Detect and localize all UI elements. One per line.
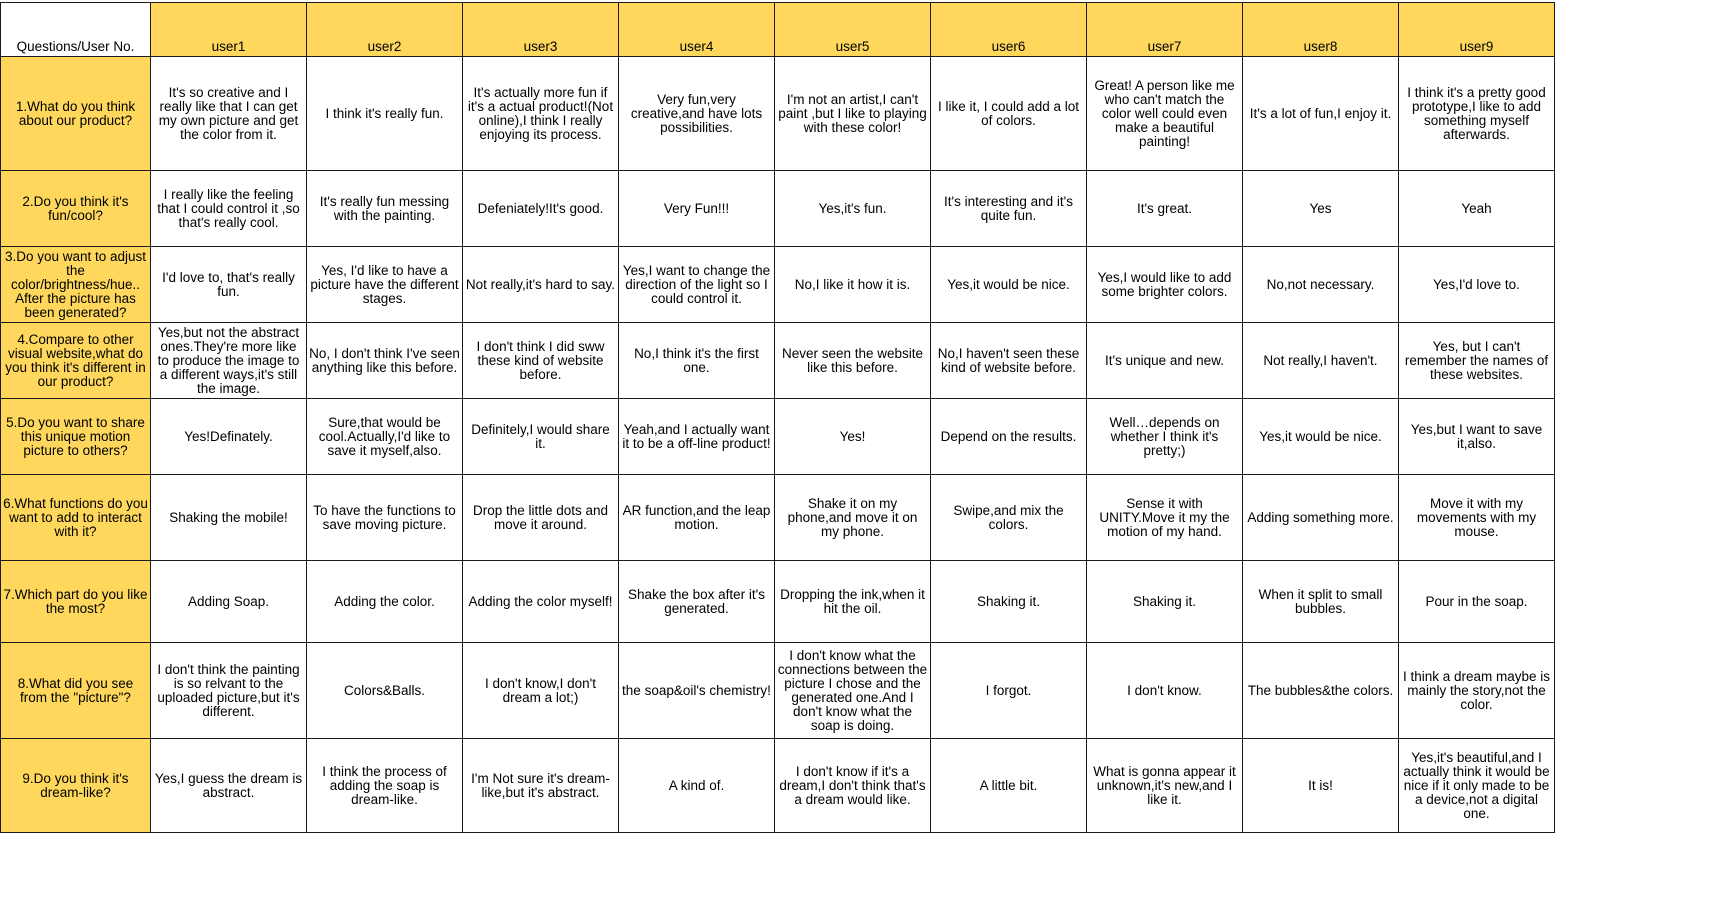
answer-cell[interactable]: It's a lot of fun,I enjoy it.	[1243, 57, 1399, 171]
answer-cell[interactable]: Yes,I guess the dream is abstract.	[151, 739, 307, 833]
answer-cell[interactable]: Yes,it's fun.	[775, 171, 931, 247]
answer-cell[interactable]: Dropping the ink,when it hit the oil.	[775, 561, 931, 643]
answer-cell[interactable]: Not really,it's hard to say.	[463, 247, 619, 323]
answer-cell[interactable]: No,I haven't seen these kind of website before.	[931, 323, 1087, 399]
user-header-cell[interactable]: user2	[307, 3, 463, 57]
answer-cell[interactable]: Adding the color myself!	[463, 561, 619, 643]
answer-cell[interactable]: Yeah	[1399, 171, 1555, 247]
answer-cell[interactable]: Not really,I haven't.	[1243, 323, 1399, 399]
user-header-cell[interactable]: user1	[151, 3, 307, 57]
answer-cell[interactable]: What is gonna appear it unknown,it's new,and I like it.	[1087, 739, 1243, 833]
question-cell[interactable]: 9.Do you think it's dream-like?	[1, 739, 151, 833]
question-cell[interactable]: 1.What do you think about our product?	[1, 57, 151, 171]
answer-cell[interactable]: Colors&Balls.	[307, 643, 463, 739]
table-row	[1, 171, 1555, 247]
corner-header-cell[interactable]: Questions/User No.	[1, 3, 151, 57]
answer-cell[interactable]: Yes,but I want to save it,also.	[1399, 399, 1555, 475]
answer-cell[interactable]: Great! A person like me who can't match the color well could even make a beautiful painting!	[1087, 57, 1243, 171]
question-cell[interactable]: 7.Which part do you like the most?	[1, 561, 151, 643]
answer-cell[interactable]: It's so creative and I really like that I can get my own picture and get the color from it.	[151, 57, 307, 171]
answer-cell[interactable]: Depend on the results.	[931, 399, 1087, 475]
answer-cell[interactable]: Drop the little dots and move it around.	[463, 475, 619, 561]
answer-cell[interactable]: It's interesting and it's quite fun.	[931, 171, 1087, 247]
user-header-cell[interactable]: user7	[1087, 3, 1243, 57]
user-header-cell[interactable]: user4	[619, 3, 775, 57]
table-row	[1, 323, 1555, 399]
answer-cell[interactable]: Yes!Definately.	[151, 399, 307, 475]
answer-cell[interactable]: Yes	[1243, 171, 1399, 247]
user-header-cell[interactable]: user3	[463, 3, 619, 57]
answer-cell[interactable]: The bubbles&the colors.	[1243, 643, 1399, 739]
answer-cell[interactable]: It's actually more fun if it's a actual product!(Not online),I think I really enjoying its process.	[463, 57, 619, 171]
answer-cell[interactable]: I don't think I did sww these kind of website before.	[463, 323, 619, 399]
answer-cell[interactable]: Yes,but not the abstract ones.They're more like to produce the image to a different ways,it's still the image.	[151, 323, 307, 399]
answer-cell[interactable]: I'm Not sure it's dream-like,but it's abstract.	[463, 739, 619, 833]
user-header-cell[interactable]: user6	[931, 3, 1087, 57]
answer-cell[interactable]: I don't know what the connections between the picture I chose and the generated one.And I don't know what the soap is doing.	[775, 643, 931, 739]
table-row	[1, 247, 1555, 323]
answer-cell[interactable]: When it split to small bubbles.	[1243, 561, 1399, 643]
answer-cell[interactable]: I like it, I could add a lot of colors.	[931, 57, 1087, 171]
answer-cell[interactable]: It's great.	[1087, 171, 1243, 247]
answer-cell[interactable]: I don't know if it's a dream,I don't think that's a dream would like.	[775, 739, 931, 833]
answer-cell[interactable]: Swipe,and mix the colors.	[931, 475, 1087, 561]
answer-cell[interactable]: Well…depends on whether I think it's pretty;)	[1087, 399, 1243, 475]
answer-cell[interactable]: Yes,it would be nice.	[1243, 399, 1399, 475]
answer-cell[interactable]: Yes,I'd love to.	[1399, 247, 1555, 323]
question-cell[interactable]: 4.Compare to other visual website,what do you think it's different in our product?	[1, 323, 151, 399]
answer-cell[interactable]: Sure,that would be cool.Actually,I'd like to save it myself,also.	[307, 399, 463, 475]
answer-cell[interactable]: I really like the feeling that I could control it ,so that's really cool.	[151, 171, 307, 247]
answer-cell[interactable]: Very fun,very creative,and have lots possibilities.	[619, 57, 775, 171]
answer-cell[interactable]: A kind of.	[619, 739, 775, 833]
answer-cell[interactable]: Very Fun!!!	[619, 171, 775, 247]
answer-cell[interactable]: No,not necessary.	[1243, 247, 1399, 323]
answer-cell[interactable]: Adding something more.	[1243, 475, 1399, 561]
answer-cell[interactable]: I'd love to, that's really fun.	[151, 247, 307, 323]
answer-cell[interactable]: I'm not an artist,I can't paint ,but I like to playing with these color!	[775, 57, 931, 171]
answer-cell[interactable]: No, I don't think I've seen anything like this before.	[307, 323, 463, 399]
answer-cell[interactable]: Defeniately!It's good.	[463, 171, 619, 247]
question-cell[interactable]: 3.Do you want to adjust the color/brightness/hue.. After the picture has been generated?	[1, 247, 151, 323]
answer-cell[interactable]: I don't know,I don't dream a lot;)	[463, 643, 619, 739]
question-cell[interactable]: 6.What functions do you want to add to interact with it?	[1, 475, 151, 561]
answer-cell[interactable]: Adding the color.	[307, 561, 463, 643]
table-row	[1, 57, 1555, 171]
answer-cell[interactable]: Shaking it.	[931, 561, 1087, 643]
answer-cell[interactable]: I think it's a pretty good prototype,I like to add something myself afterwards.	[1399, 57, 1555, 171]
answer-cell[interactable]: It's really fun messing with the painting.	[307, 171, 463, 247]
answer-cell[interactable]: Shaking the mobile!	[151, 475, 307, 561]
answer-cell[interactable]: Yes,it's beautiful,and I actually think it would be nice if it only made to be a device,not a digital one.	[1399, 739, 1555, 833]
answer-cell[interactable]: Shaking it.	[1087, 561, 1243, 643]
answer-cell[interactable]: I don't think the painting is so relvant to the uploaded picture,but it's different.	[151, 643, 307, 739]
answer-cell[interactable]: Adding Soap.	[151, 561, 307, 643]
user-header-cell[interactable]: user9	[1399, 3, 1555, 57]
table-row	[1, 739, 1555, 833]
user-header-cell[interactable]: user8	[1243, 3, 1399, 57]
table-row	[1, 643, 1555, 739]
answer-cell[interactable]: Yeah,and I actually want it to be a off-line product!	[619, 399, 775, 475]
answer-cell[interactable]: Yes, but I can't remember the names of these websites.	[1399, 323, 1555, 399]
answer-cell[interactable]: I don't know.	[1087, 643, 1243, 739]
question-cell[interactable]: 8.What did you see from the "picture"?	[1, 643, 151, 739]
answer-cell[interactable]: Yes,I want to change the direction of the light so I could control it.	[619, 247, 775, 323]
answer-cell[interactable]: It's unique and new.	[1087, 323, 1243, 399]
answer-cell[interactable]: No,I like it how it is.	[775, 247, 931, 323]
answer-cell[interactable]: Yes,I would like to add some brighter colors.	[1087, 247, 1243, 323]
answer-cell[interactable]: I think the process of adding the soap is dream-like.	[307, 739, 463, 833]
answer-cell[interactable]: Pour in the soap.	[1399, 561, 1555, 643]
answer-cell[interactable]: Move it with my movements with my mouse.	[1399, 475, 1555, 561]
question-cell[interactable]: 2.Do you think it's fun/cool?	[1, 171, 151, 247]
answer-cell[interactable]: Yes!	[775, 399, 931, 475]
answer-cell[interactable]: I think it's really fun.	[307, 57, 463, 171]
answer-cell[interactable]: the soap&oil's chemistry!	[619, 643, 775, 739]
table-row	[1, 561, 1555, 643]
answer-cell[interactable]: It is!	[1243, 739, 1399, 833]
answer-cell[interactable]: Shake the box after it's generated.	[619, 561, 775, 643]
answer-cell[interactable]: To have the functions to save moving picture.	[307, 475, 463, 561]
answer-cell[interactable]: Yes, I'd like to have a picture have the different stages.	[307, 247, 463, 323]
answer-cell[interactable]: AR function,and the leap motion.	[619, 475, 775, 561]
header-row	[1, 3, 1555, 57]
answer-cell[interactable]: I forgot.	[931, 643, 1087, 739]
answer-cell[interactable]: Shake it on my phone,and move it on my phone.	[775, 475, 931, 561]
answer-cell[interactable]: I think a dream maybe is mainly the story,not the color.	[1399, 643, 1555, 739]
survey-table	[0, 2, 1555, 833]
user-header-cell[interactable]: user5	[775, 3, 931, 57]
answer-cell[interactable]: A little bit.	[931, 739, 1087, 833]
table-row	[1, 399, 1555, 475]
answer-cell[interactable]: Never seen the website like this before.	[775, 323, 931, 399]
answer-cell[interactable]: Sense it with UNITY.Move it my the motion of my hand.	[1087, 475, 1243, 561]
table-row	[1, 475, 1555, 561]
answer-cell[interactable]: No,I think it's the first one.	[619, 323, 775, 399]
answer-cell[interactable]: Yes,it would be nice.	[931, 247, 1087, 323]
question-cell[interactable]: 5.Do you want to share this unique motion picture to others?	[1, 399, 151, 475]
answer-cell[interactable]: Definitely,I would share it.	[463, 399, 619, 475]
